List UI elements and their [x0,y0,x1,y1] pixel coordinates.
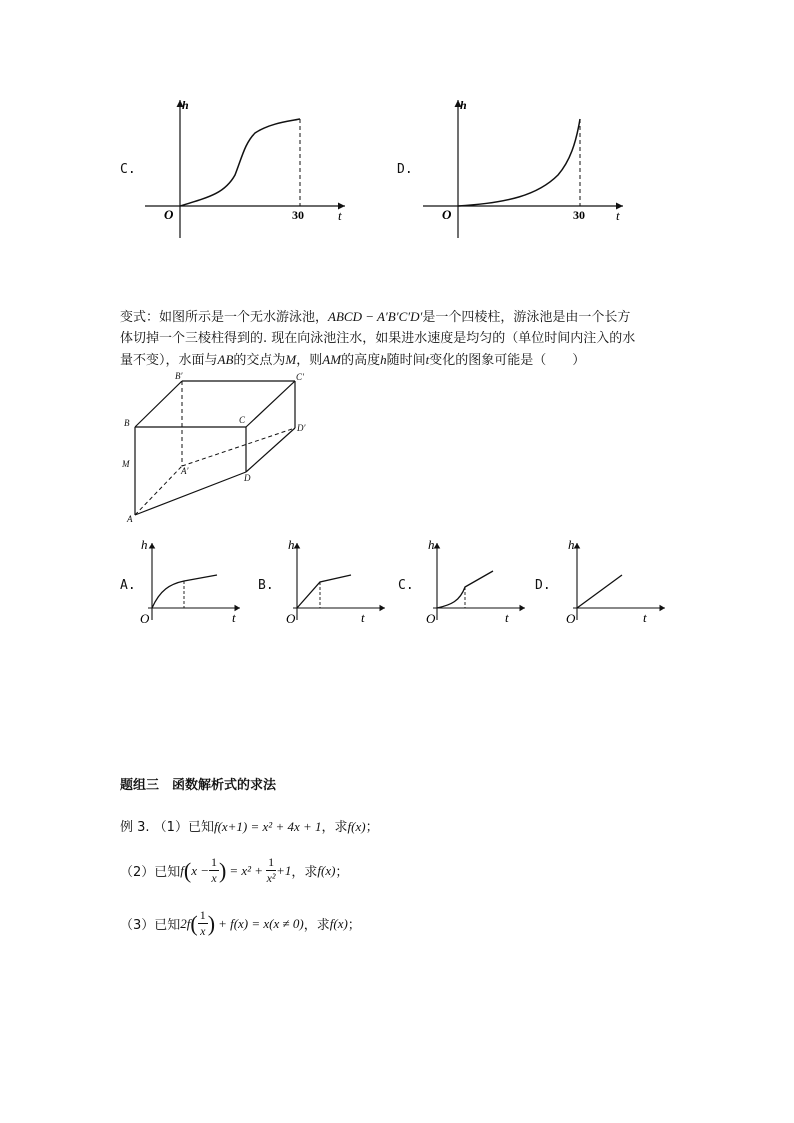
fraction-1-over-x: $\frac{1}{x}$ [211,855,218,885]
origin-label: O [286,611,296,626]
t-mark-label: 30 [573,208,585,222]
label-d1: D′ [297,423,306,433]
label-m: M [122,459,130,469]
left-paren: ( [190,910,198,936]
edge-c1-c [246,381,295,427]
h-axis-label: h [568,537,575,552]
fraction-1-over-x: $\frac{1}{x}$ [199,908,206,938]
label-c1: C′ [296,372,304,382]
curve [152,575,217,608]
curve [577,575,622,608]
option-c-label: C. [120,162,136,177]
t-axis-label: t [643,610,647,625]
t-axis-label: t [505,610,509,625]
edge-b-b1 [135,381,182,427]
option-c2-graph [425,535,535,630]
fraction-1-over-x2: $\frac{1}{\text{x²}}$ [266,855,276,885]
equation-1: f(x+1) = x² + 4x + 1 [213,819,322,834]
origin-label: O [442,207,452,222]
example-line-2: （2）已知 f ( x − $\frac{1}{x}$ ) = x² + $\frac{1}{\text{x²}}$ +1 ，求 f(x) ； [120,855,349,885]
hidden-edge-a-a1 [135,466,182,515]
pool-prism-figure [115,370,325,530]
prism-name: ABCD − A′B′C′D′ [328,309,423,324]
option-c-graph [140,95,360,245]
label-d: D [244,473,251,483]
t-axis-label: t [232,610,236,625]
variant-line-1: 变式：如图所示是一个无水游泳池，ABCD − A′B′C′D′是一个四棱柱，游泳池是由一个长方 [120,309,631,325]
right-paren: ) [207,910,216,936]
option-d2-label: D. [535,578,551,593]
h-axis-label: h [288,537,295,552]
section-heading: 题组三 函数解析式的求法 [120,778,277,793]
origin-label: O [140,611,150,626]
h-axis-label: h [182,98,189,112]
t-axis-label: t [616,208,620,223]
label-c: C [239,415,246,425]
option-d2-graph [565,535,675,630]
example-line-3: （3）已知 2f ( $\frac{1}{x}$ ) + f(x) = x(x ≠ 0) ，求 f(x) ； [120,908,361,938]
t-axis-label: t [361,610,365,625]
curve [458,119,580,206]
option-d-label: D. [397,162,413,177]
origin-label: O [426,611,436,626]
left-paren: ( [183,857,192,883]
option-c2-label: C. [398,578,414,593]
option-b-graph [285,535,395,630]
origin-label: O [566,611,576,626]
edge-a-d [135,472,246,515]
curve [297,575,351,608]
variant-paragraph [120,306,690,371]
h-axis-label: h [428,537,435,552]
example-line-1: 例 3. （1）已知f(x+1) = x² + 4x + 1，求f(x)； [120,819,379,835]
variant-line-2: 体切掉一个三棱柱得到的. 现在向泳池注水，如果进水速度是均匀的（单位时间内注入的水 [120,331,636,346]
label-a1: A′ [181,466,189,476]
variant-line-3: 量不变），水面与AB的交点为M，则AM的高度h随时间t变化的图象可能是（ ） [120,352,586,368]
option-a-graph [140,535,250,630]
edge-d1-d [246,428,295,472]
hidden-edge-a1-d1 [182,428,295,466]
t-axis-label: t [338,208,342,223]
h-axis-label: h [141,537,148,552]
right-paren: ) [219,857,227,883]
h-axis-label: h [460,98,467,112]
option-d-graph [418,95,638,245]
t-mark-label: 30 [292,208,304,222]
curve [180,119,300,206]
option-a-label: A. [120,578,136,593]
label-b: B [124,418,130,428]
label-b1: B′ [175,371,183,381]
origin-label: O [164,207,174,222]
label-a: A [127,514,133,524]
option-b-label: B. [258,578,274,593]
